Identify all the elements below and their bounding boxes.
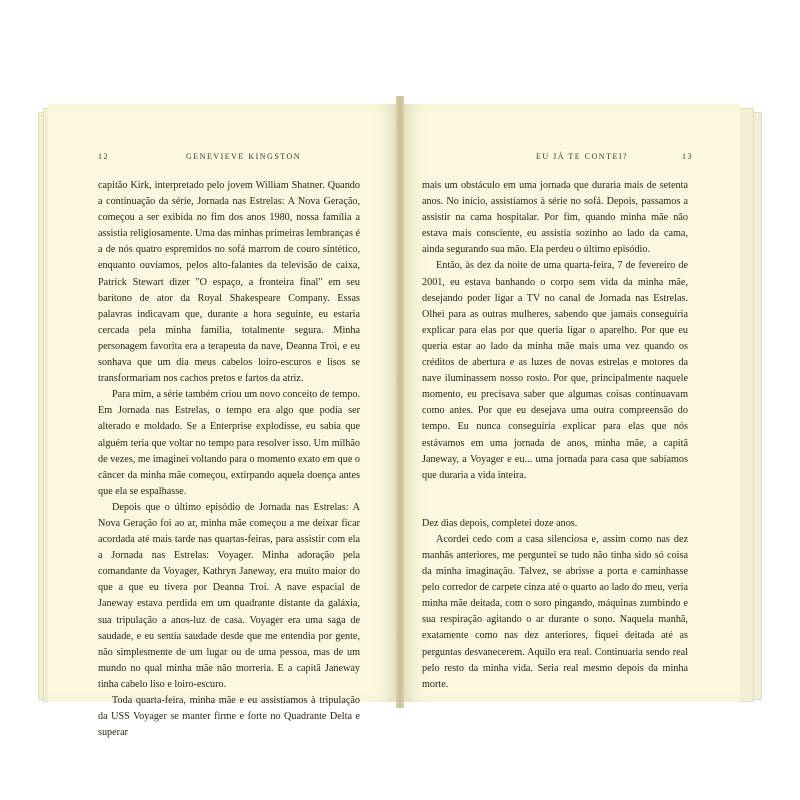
paragraph: Acordei cedo com a casa silenciosa e, assim como nas dez manhãs anteriores, me perguntei se tudo não tinha sido só coisa da minha imaginação. Talvez, se abrisse a porta e caminhasse pelo corredor de carpete cinza até o quarto ao lado do meu, veria minha mãe deitada, com o soro pingando, máquinas zumbindo e sua respiração agitando o ar durante o sono. Naquela manhã, exatamente como nas dez anteriores, fiquei deitada até as perguntas desvanecerem. Aquilo era real. Continuaria sendo real pelo resto da minha vida. Seria real mesmo depois da minha morte. [422,533,688,690]
paragraph: Depois que o último episódio de Jornada nas Estrelas: A Nova Geração foi ao ar, minha mãe começou a me deixar ficar acordada até mais tarde nas quartas-feiras, para assistir com ela a Jornada nas Estrelas: Voyager. Minha adoração pela comandante da Voyager, Kathryn Janeway, era muito maior do que a que eu tivera por Deanna Troi. A nave espacial de Janeway estava perdida em um quadrante distante da galáxia, sua tripulação a anos-luz de casa. Voyager era uma saga de saudade, e eu sentia saudade desde que me entendia por gente, não simplesmente de um lugar ou de uma pessoa, mas de um mundo no qual minha mãe não morreria. E a capitã Janeway tinha cabelo liso e loiro-escuro. [98,501,360,690]
right-page-body [422,178,688,693]
paragraph: Toda quarta-feira, minha mãe e eu assistíamos à tripulação da USS Voyager se manter firme e forte no Quadrante Delta e superar [98,695,360,739]
paragraph: Então, às dez da noite de uma quarta-feira, 7 de fevereiro de 2001, eu estava banhando o corpo sem vida da minha mãe, desejando poder ligar a TV no canal de Jornada nas Estrelas. Olhei para as outras mulheres, sabendo que jamais conseguiria explicar para elas por que queria ligar o aparelho. Por que eu queria estar ao lado da minha mãe mais uma vez quando os créditos de abertura e as luzes de novas estrelas e motores da nave iluminassem nosso rosto. Por que, principalmente naquele momento, eu precisava saber que algumas coisas continuavam como antes. Por que eu desejava uma outra compreensão do tempo. Eu nunca conseguiria explicar para elas que nós estávamos em uma jornada de anos, minha mãe, a capitã Janeway, a Voyager e eu... uma jornada para casa que sabíamos que duraria a vida inteira. [422,260,688,481]
paragraph: capitão Kirk, interpretado pelo jovem William Shatner. Quando a continuação da série, Jornada nas Estrelas: A Nova Geração, começou a ser exibida no fim dos anos 1980, nossa família a assistia religiosamente. Uma das minhas primeiras lembranças é a de nós quatro espremidos no sofá marrom de couro sintético, enquanto ouvíamos, pelos alto-falantes da televisão de caixa, Patrick Stewart dizer "O espaço, a fronteira final" em seu barítono de ator da Royal Shakespeare Company. Essas palavras indicavam que, durante a hora seguinte, eu estaria cercada pela minha família, totalmente segura. Minha personagem favorita era a terapeuta da nave, Deanna Troi, e eu sonhava que um dia meus cabelos loiro-escuros e lisos se transformariam nos cachos pretos e fartos da atriz. [98,180,360,385]
paragraph: Para mim, a série também criou um novo conceito de tempo. Em Jornada nas Estrelas, o tempo era algo que podia ser alterado e moldado. Se a Enterprise explodisse, eu sabia que alguém teria que voltar no tempo para resolver isso. Um milhão de vezes, me imaginei voltando para o momento exato em que o câncer da minha mãe começou, extirpando aquela doença antes que ela se espalhasse. [98,389,360,497]
left-running-head: GENEVIEVE KINGSTON [186,152,302,161]
left-page-number: 12 [98,152,109,161]
book-gutter [396,96,404,708]
right-page-number: 13 [682,152,693,161]
right-running-head: EU JÁ TE CONTEI? [536,152,629,161]
paragraph: mais um obstáculo em uma jornada que duraria mais de setenta anos. No início, assistíamos à série no sofá. Depois, passamos a assistir na cama hospitalar. Por fim, quando minha mãe não estava mais consciente, eu assistia sozinho ao lado da cama, ainda segurando sua mão. Ela perdeu o último episódio. [422,180,688,256]
section-break-paragraph: Dez dias depois, completei doze anos. [422,517,578,529]
left-page-body [98,178,360,741]
